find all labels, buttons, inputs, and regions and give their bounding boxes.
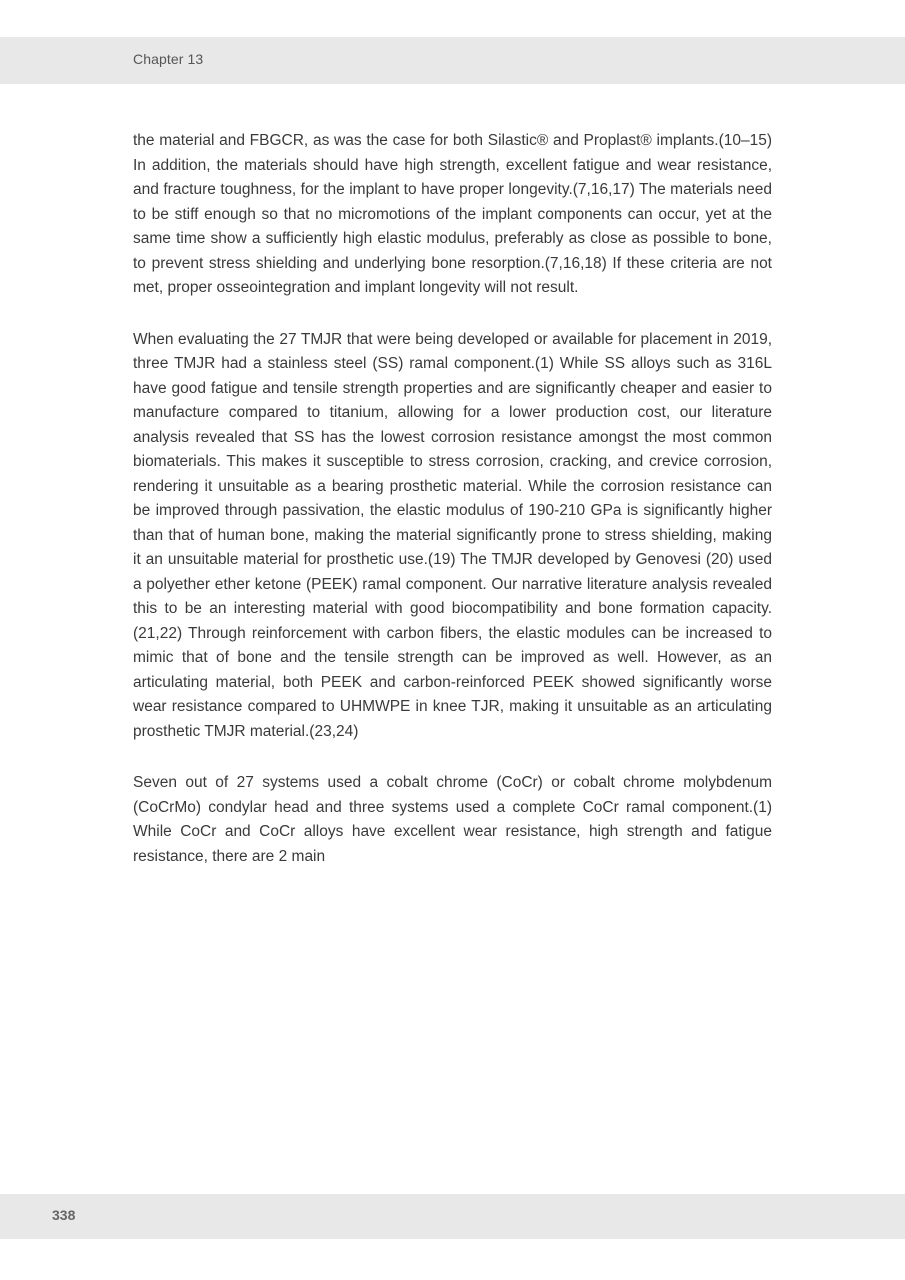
paragraph: Seven out of 27 systems used a cobalt chrome (CoCr) or cobalt chrome molybdenum (CoCrMo) condylar head and three systems used a complete CoCr ramal component.(1) While CoCr and CoCr alloys have excellent wear resistance, high strength and fatigue resistance, there are 2 main xyxy=(133,774,772,865)
running-footer xyxy=(0,1194,905,1239)
body-text xyxy=(133,129,772,896)
chapter-label: Chapter 13 xyxy=(133,51,204,67)
page-number: 338 xyxy=(52,1207,76,1223)
running-header xyxy=(0,37,905,84)
paragraph: When evaluating the 27 TMJR that were being developed or available for placement in 2019, three TMJR had a stainless steel (SS) ramal component.(1) While SS alloys such as 316L have good fatigue and tensile strength properties and are significantly cheaper and easier to manufacture compared to titanium, allowing for a lower production cost, our literature analysis revealed that SS has the lowest corrosion resistance amongst the most common biomaterials. This makes it susceptible to stress corrosion, cracking, and crevice corrosion, rendering it unsuitable as a bearing prosthetic material. While the corrosion resistance can be improved through passivation, the elastic modulus of 190-210 GPa is significantly higher than that of human bone, making the material significantly prone to stress shielding, making it an unsuitable material for prosthetic use.(19) The TMJR developed by Genovesi (20) used a polyether ether ketone (PEEK) ramal component. Our narrative literature analysis revealed this to be an interesting material with good biocompatibility and bone formation capacity.(21,22) Through reinforcement with carbon fibers, the elastic modules can be increased to mimic that of bone and the tensile strength can be improved as well. However, as an articulating material, both PEEK and carbon-reinforced PEEK showed significantly worse wear resistance compared to UHMWPE in knee TJR, making it unsuitable as an articulating prosthetic TMJR material.(23,24) xyxy=(133,330,772,740)
paragraph: the material and FBGCR, as was the case for both Silastic® and Proplast® implants.(10–15) In addition, the materials should have high strength, excellent fatigue and wear resistance, and fracture toughness, for the implant to have proper longevity.(7,16,17) The materials need to be stiff enough so that no micromotions of the implant components can occur, yet at the same time show a sufficiently high elastic modulus, preferably as close as possible to bone, to prevent stress shielding and underlying bone resorption.(7,16,18) If these criteria are not met, proper osseointegration and implant longevity will not result. xyxy=(133,132,772,296)
